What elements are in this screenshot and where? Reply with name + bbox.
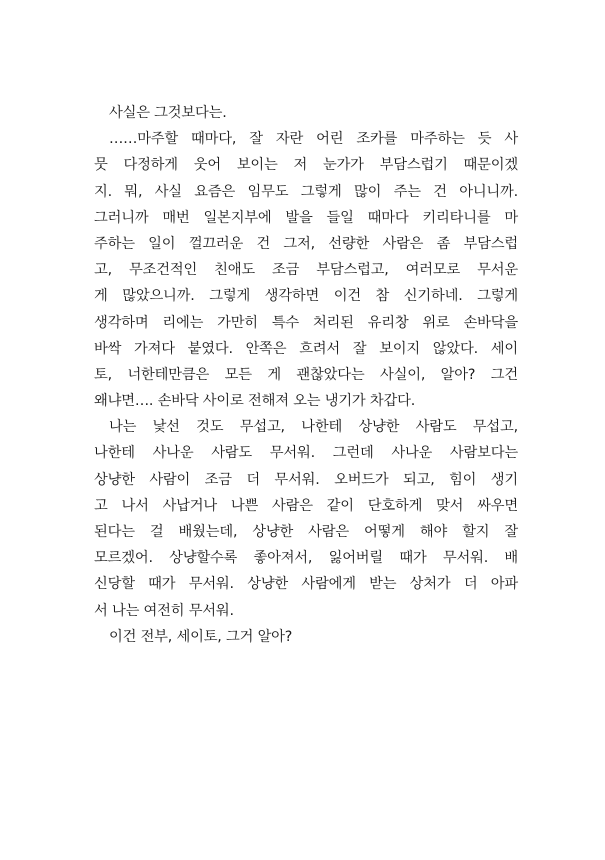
paragraph-line: 이건 전부, 세이토, 그거 알아? bbox=[109, 628, 293, 645]
paragraph-line: 나는 낯선 것도 무섭고, 나한테 상냥한 사람도 무섭고, bbox=[109, 419, 518, 436]
paragraph-line: 모르겠어. 상냥할수록 좋아져서, 잃어버릴 때가 무서워. 배 bbox=[94, 550, 518, 567]
paragraph-line: 뭇 다정하게 웃어 보이는 저 눈가가 부담스럽기 때문이겠 bbox=[94, 157, 518, 174]
paragraph-line: 나한테 사나운 사람도 무서워. 그런데 사나운 사람보다는 bbox=[94, 445, 518, 462]
paragraph-line: 주하는 일이 껄끄러운 건 그저, 선량한 사람은 좀 부담스럽 bbox=[94, 235, 518, 252]
paragraph-line: 고 나서 사납거나 나쁜 사람은 같이 단호하게 맞서 싸우면 bbox=[94, 497, 518, 514]
paragraph-line: 바싹 가져다 붙였다. 안쪽은 흐려서 잘 보이지 않았다. 세이 bbox=[94, 340, 518, 357]
paragraph-line: 그러니까 매번 일본지부에 발을 들일 때마다 키리타니를 마 bbox=[94, 209, 518, 226]
paragraph-line: ……마주할 때마다, 잘 자란 어린 조카를 마주하는 듯 사 bbox=[109, 131, 518, 148]
paragraph-line: 사실은 그것보다는. bbox=[109, 105, 227, 121]
paragraph-line: 토, 너한테만큼은 모든 게 괜찮았다는 사실이, 알아? 그건 bbox=[94, 366, 518, 383]
paragraph-line: 왜냐면…. 손바닥 사이로 전해져 오는 냉기가 차갑다. bbox=[94, 393, 416, 410]
paragraph-line: 지. 뭐, 사실 요즘은 임무도 그렇게 많이 주는 건 아니니까. bbox=[94, 183, 518, 200]
paragraph-line: 서 나는 여전히 무서워. bbox=[94, 602, 234, 619]
paragraph-line: 된다는 걸 배웠는데, 상냥한 사람은 어떻게 해야 할지 잘 bbox=[94, 524, 518, 540]
paragraph-line: 상냥한 사람이 조금 더 무서워. 오버드가 되고, 힘이 생기 bbox=[94, 471, 518, 488]
paragraph-line: 생각하며 리에는 가만히 특수 처리된 유리창 위로 손바닥을 bbox=[94, 314, 518, 331]
paragraph-line: 신당할 때가 무서워. 상냥한 사람에게 받는 상처가 더 아파 bbox=[94, 576, 518, 593]
paragraph-line: 고, 무조건적인 친애도 조금 부담스럽고, 여러모로 무서운 bbox=[94, 262, 518, 279]
paragraph-line: 게 많았으니까. 그렇게 생각하면 이건 참 신기하네. 그렇게 bbox=[94, 288, 518, 305]
body-text bbox=[94, 100, 518, 650]
